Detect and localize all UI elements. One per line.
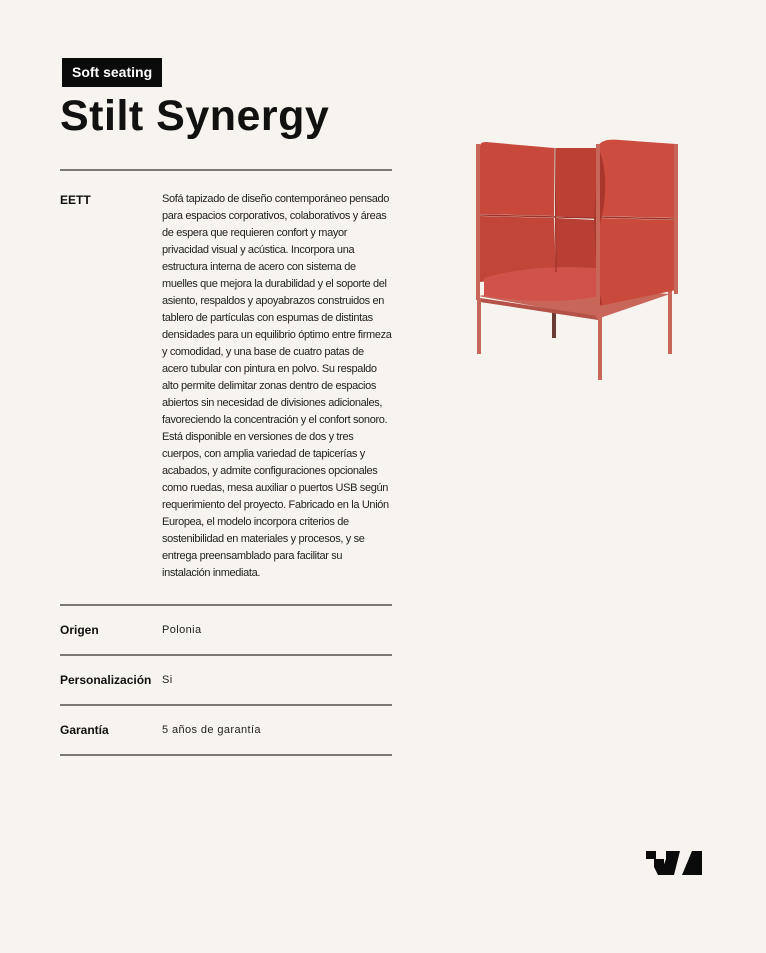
- spec-row-garantia: [60, 706, 392, 754]
- back-panel: [556, 218, 596, 270]
- spec-value: 5 años de garantía: [162, 723, 261, 736]
- chair-leg: [668, 288, 672, 354]
- divider: [60, 754, 392, 756]
- spec-table: [60, 169, 392, 756]
- spec-row-eett: [60, 171, 392, 604]
- chair-leg: [477, 298, 481, 354]
- chair-frame: [596, 144, 600, 318]
- chair-frame: [674, 144, 678, 294]
- spec-label: Personalización: [60, 673, 152, 687]
- chair-leg: [598, 316, 602, 380]
- category-badge: Soft seating: [62, 58, 162, 87]
- back-panel: [480, 142, 554, 216]
- side-panel: [598, 218, 676, 306]
- spec-label: EETT: [60, 193, 91, 207]
- side-panel: [598, 140, 676, 218]
- brand-logo-icon: [646, 851, 702, 875]
- chair-frame: [476, 144, 480, 300]
- product-title: Stilt Synergy: [60, 92, 330, 140]
- spec-label: Origen: [60, 623, 99, 637]
- spec-value: Polonia: [162, 623, 202, 636]
- spec-value: Si: [162, 673, 173, 686]
- spec-row-origen: [60, 606, 392, 654]
- spec-value: Sofá tapizado de diseño contemporáneo pensado para espacios corporativos, colaborativos y áreas de espera que requieren confort y mayor privacidad visual y acústica. Incorpora una estructura interna de acero con sistema de muelles que mejora la durabilidad y el soporte del asiento, respaldos y apoyabrazos construidos en tablero de partículas con espumas de distintas densidades para un equilibrio óptimo entre firmeza y comodidad, y una base de cuatro patas de acero tubular con pintura en polvo. Su respaldo alto permite delimitar zonas dentro de espacios abiertos sin necesidad de divisiones adicionales, favoreciendo la concentración y el confort sonoro. Está disponible en versiones de dos y tres cuerpos, con amplia variedad de tapicerías y acabados, y admite configuraciones opcionales como ruedas, mesa auxiliar o puertos USB según requerimiento del proyecto. Fabricado en la Unión Europea, el modelo incorpora criterios de sostenibilidad en materiales y procesos, y se entrega preensamblado para facilitar su instalación inmediata.: [162, 193, 392, 579]
- armchair-image: [470, 136, 682, 384]
- spec-row-personalizacion: [60, 656, 392, 704]
- back-panel: [556, 148, 596, 218]
- spec-label: Garantía: [60, 723, 109, 737]
